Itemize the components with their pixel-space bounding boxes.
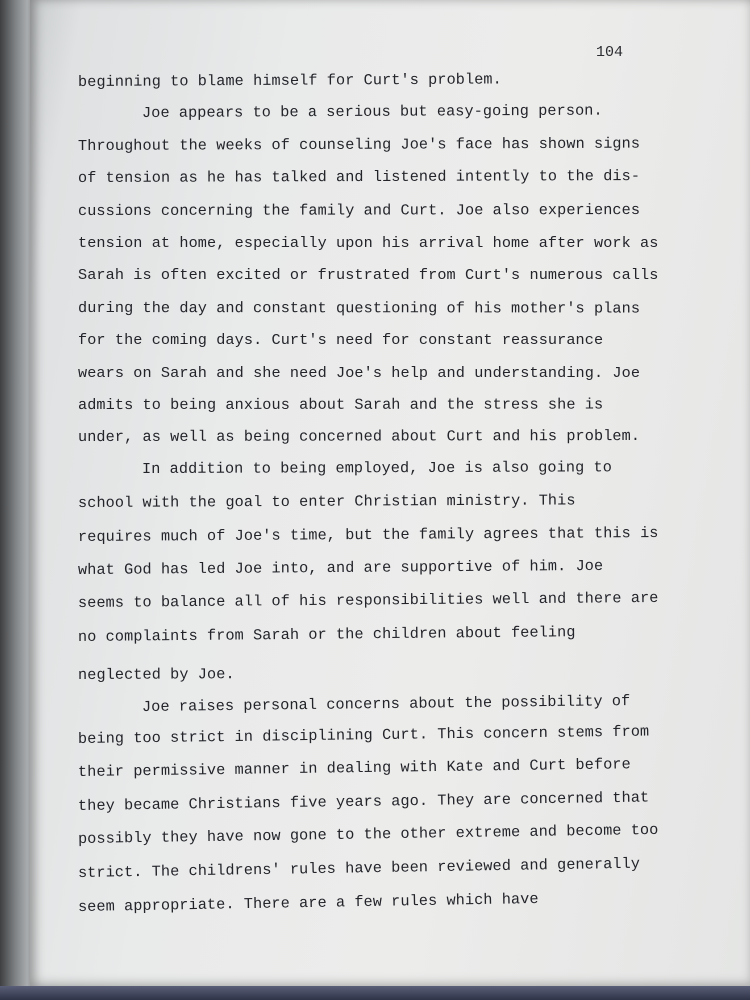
text-line: Throughout the weeks of counseling Joe's face has shown signs [77,134,641,155]
text-line: cussions concerning the family and Curt. Joe also experiences [77,201,641,220]
document-page [30,0,750,988]
text-line: tension at home, especially upon his arrival home after work as [78,234,659,252]
text-line: they became Christians five years ago. They are concerned that [77,788,650,815]
text-line: during the day and constant questioning of his mother's plans [77,299,641,318]
text-line: possibly they have now gone to the other extreme and become too [77,820,659,848]
book-cover [0,986,750,1000]
text-line: Sarah is often excited or frustrated from Curt's numerous calls [78,266,659,284]
text-line: school with the goal to enter Christian ministry. This [77,491,576,512]
text-line: of tension as he has talked and listened intently to the dis- [77,167,641,187]
text-line: beginning to blame himself for Curt's problem. [77,70,502,91]
text-line: being too strict in disciplining Curt. This concern stems from [77,722,650,748]
text-line: their permissive manner in dealing with Kate and Curt before [77,755,631,781]
text-line: strict. The childrens' rules have been reviewed and generally [77,854,641,882]
text-line: requires much of Joe's time, but the family agrees that this is [77,523,659,546]
text-line: for the coming days. Curt's need for constant reassurance [78,331,604,349]
text-line: under, as well as being concerned about Curt and his problem. [77,427,641,446]
text-line: In addition to being employed, Joe is also going to [141,458,612,478]
page-number: 104 [596,44,624,61]
text-line: seems to balance all of his responsibilities well and there are [77,588,659,612]
text-line: Joe appears to be a serious but easy-going person. [141,101,603,122]
text-line: Joe raises personal concerns about the possibility of [141,692,631,716]
text-line: wears on Sarah and she need Joe's help and understanding. Joe [78,364,641,382]
text-line: what God has led Joe into, and are supportive of him. Joe [77,556,604,579]
text-line: admits to being anxious about Sarah and the stress she is [77,395,604,414]
text-line: seem appropriate. There are a few rules which have [77,889,539,916]
book-binding [0,0,34,1000]
text-line: neglected by Joe. [77,665,235,684]
text-line: no complaints from Sarah or the children about feeling [77,623,576,646]
